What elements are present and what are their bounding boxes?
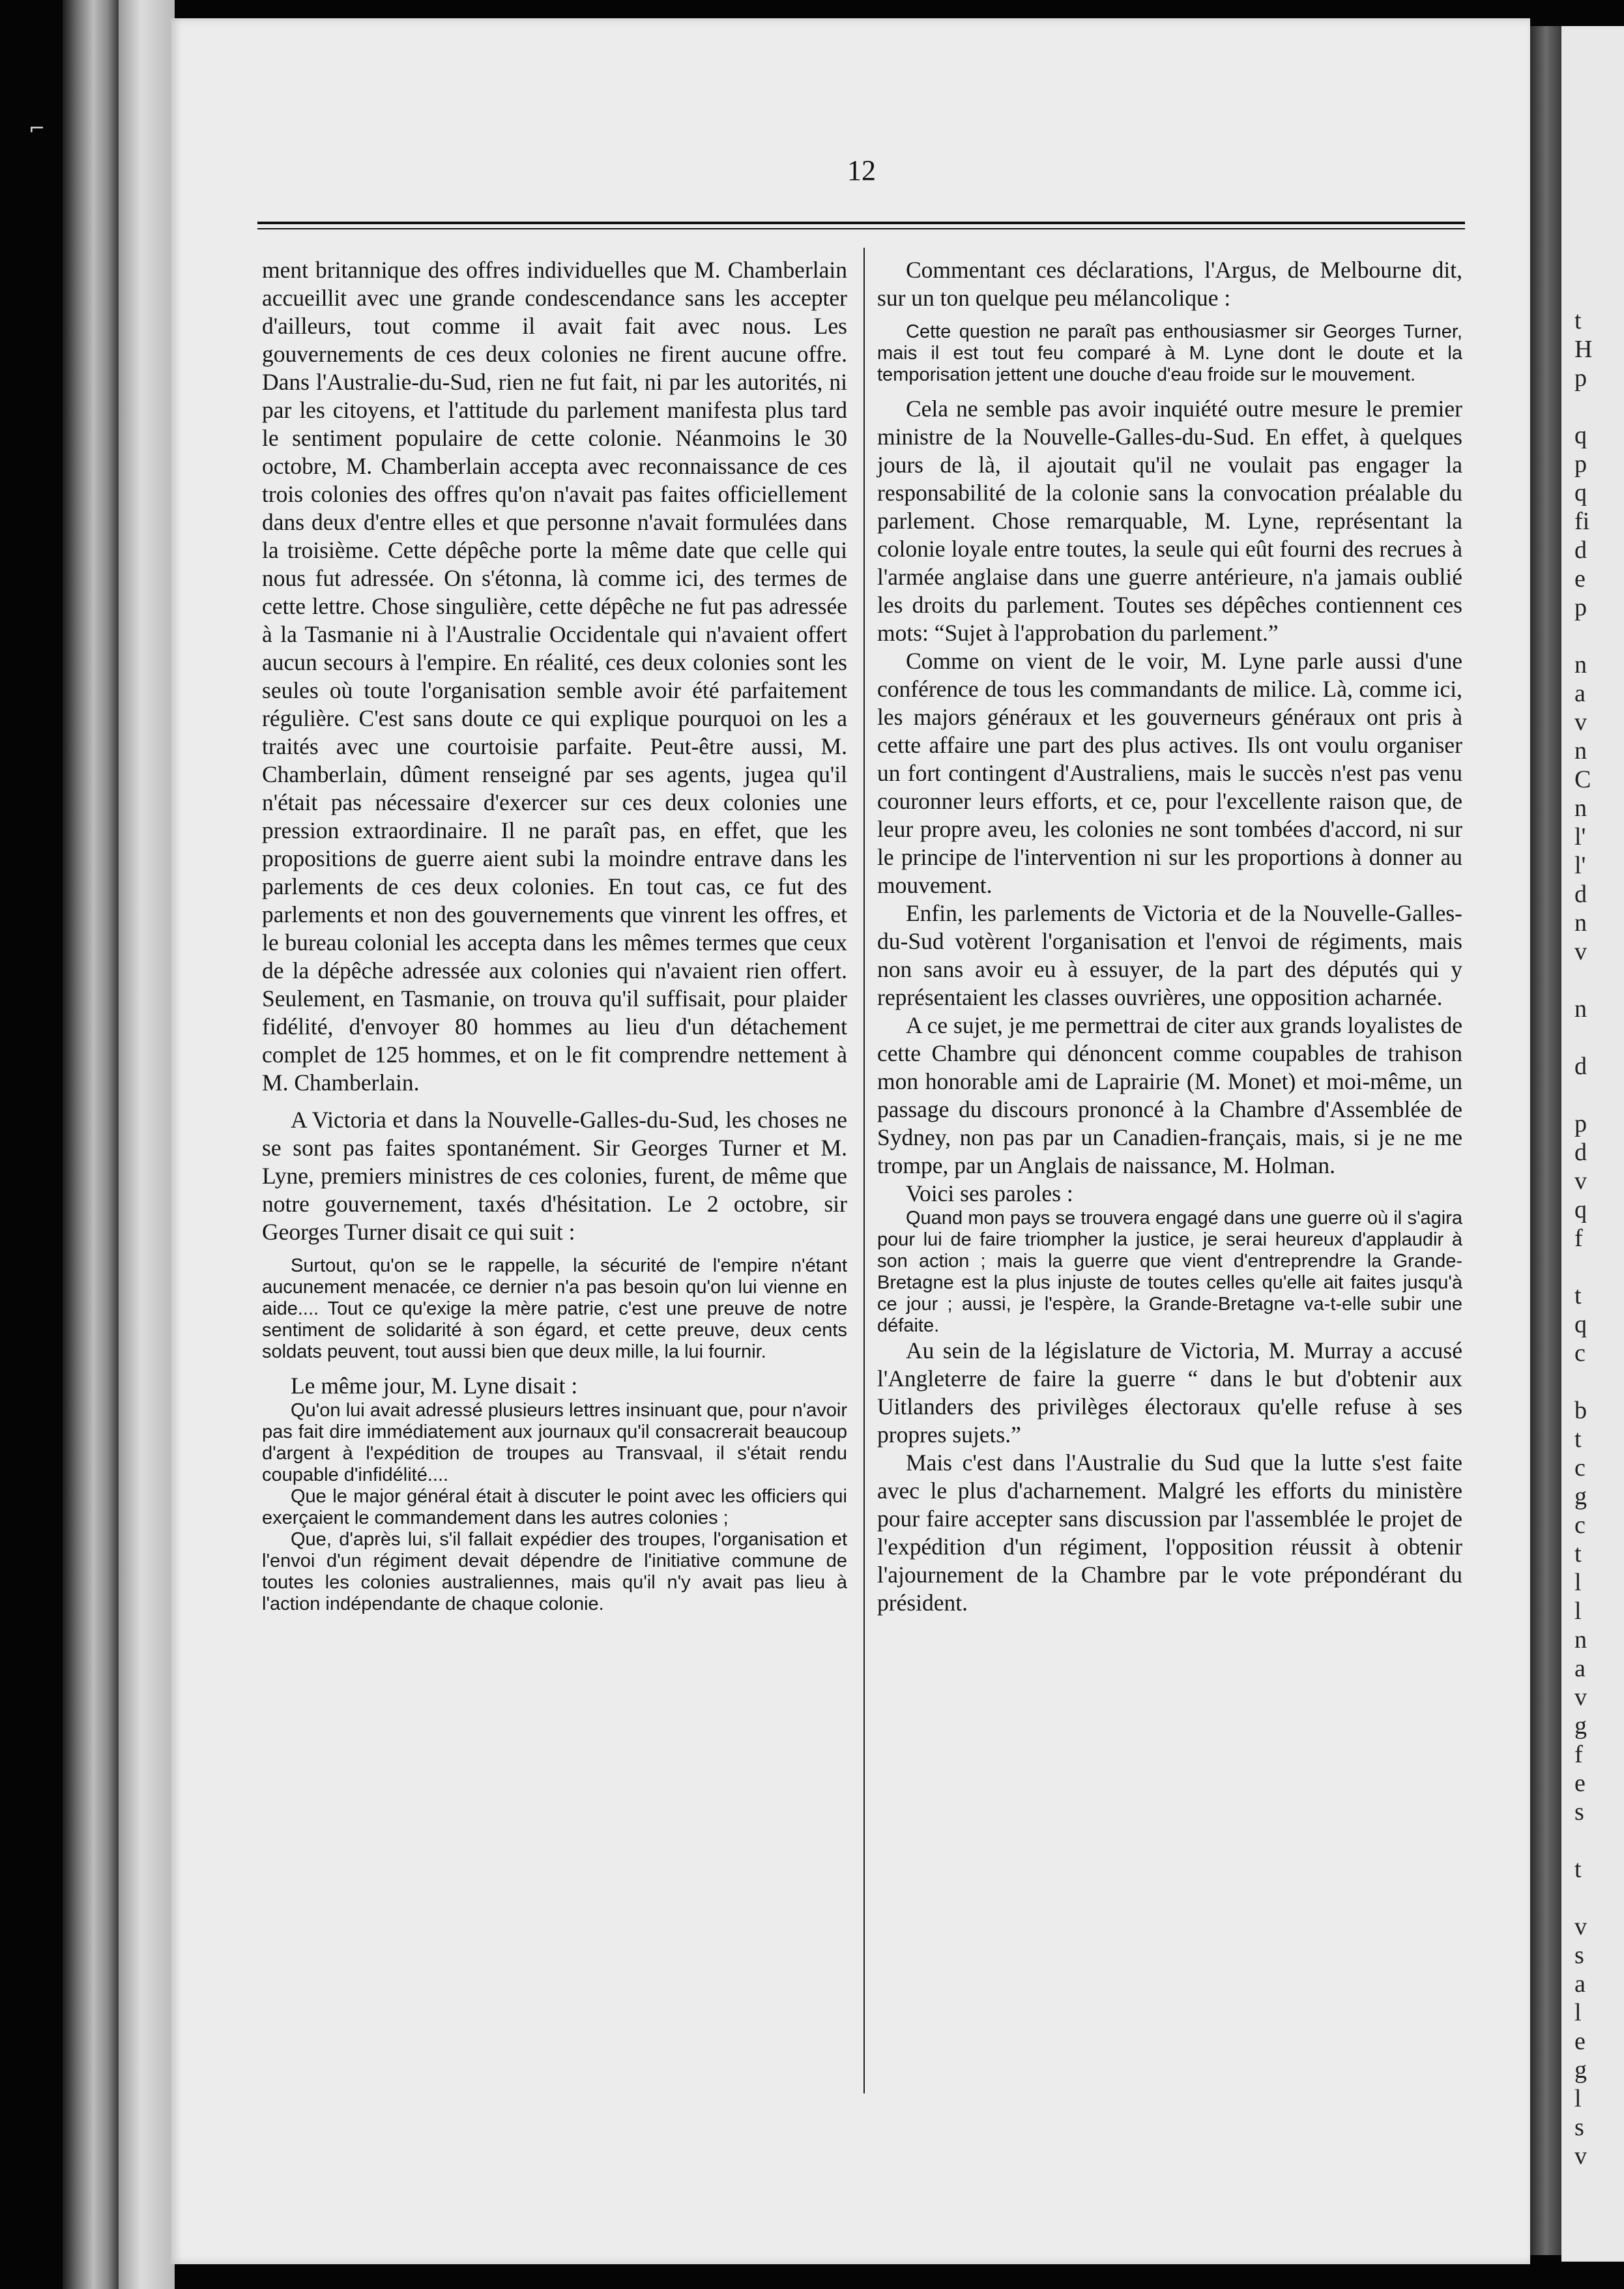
paragraph: Au sein de la législature de Victoria, M. Murray a accusé l'Angleterre de faire la guerre “ dans le but d'obtenir aux Uitlanders des privilèges électoraux qu'elle refuse à ses propres sujets.” [877, 1337, 1462, 1448]
quotation: Que, d'après lui, s'il fallait expédier des troupes, l'organisation et l'envoi d'un régiment devait dépendre de l'initiative commune de toutes les colonies australiennes, mais qu'il n'y avait pas lieu à l'action indépendante de chaque colonie. [262, 1529, 847, 1614]
paragraph: Cela ne semble pas avoir inquiété outre mesure le premier ministre de la Nouvelle-Galles-du-Sud. En effet, à quelques jours de là, il ajoutait qu'il ne voulait pas engager la responsabilité de la colonie sans la convocation préalable du parlement. Chose remarquable, M. Lyne, représentant la colonie loyale entre toutes, la seule qui eût fourni des recrues à l'armée anglaise dans une guerre antérieure, n'a jamais oublié les droits du parlement. Toutes ses dépêches contiennent ces mots: “Sujet à l'approbation du parlement.” [877, 396, 1462, 646]
header-rule-thin [257, 228, 1465, 229]
paragraph: Comme on vient de le voir, M. Lyne parle aussi d'une conférence de tous les commandants de milice. Là, comme ici, les majors généraux et les gouverneurs généraux ont pris à cette affaire une part des plus actives. Ils ont voulu organiser un fort contingent d'Australiens, mais le succès n'est pas venu couronner leurs efforts, et ce, pour l'excellente raison que, de leur propre aveu, les colonies ne sont tombées d'accord, ni sur le principe de l'intervention ni sur les proportions à donner au mouvement. [877, 648, 1462, 898]
adjacent-page-text: t H p q p q fi d e p n a v n C n l' l' d n v n d p d v q f t q c b t c g c t l l n a v g f e s t v s a l e g l s v [1574, 307, 1593, 2170]
page-number: 12 [847, 154, 876, 186]
book-binding-edge [63, 0, 119, 2289]
book-binding-fold [119, 0, 175, 2289]
paragraph: Le même jour, M. Lyne disait : [291, 1373, 578, 1399]
paragraph: Commentant ces déclarations, l'Argus, de Melbourne dit, sur un ton quelque peu mélancolique : [877, 257, 1462, 311]
paragraph: A Victoria et dans la Nouvelle-Galles-du-Sud, les choses ne se sont pas faites spontanément. Sir Georges Turner et M. Lyne, premiers ministres de ces colonies, furent, de même que notre gouvernement, taxés d'hésitation. Le 2 octobre, sir Georges Turner disait ce qui suit : [262, 1107, 847, 1245]
scan-artifact-mark: ⌐ [29, 117, 46, 140]
quotation: Que le major général était à discuter le point avec les officiers qui exerçaient le commandement dans les autres colonies ; [262, 1486, 847, 1528]
column-divider [863, 248, 865, 2093]
adjacent-page-edge [1561, 26, 1624, 2262]
page-gutter-shadow [1530, 26, 1561, 2255]
quotation: Qu'on lui avait adressé plusieurs lettres insinuant que, pour n'avoir pas fait dire immédiatement aux journaux qu'il consacrerait beaucoup d'argent à l'expédition de troupes au Transvaal, il s'était rendu coupable d'infidélité.... [262, 1400, 847, 1485]
left-column [262, 256, 847, 1615]
header-rule-thick [257, 222, 1465, 224]
paragraph: ment britannique des offres individuelles que M. Chamberlain accueillit avec une grande condescendance sans les accepter d'ailleurs, tout comme il avait fait avec nous. Les gouvernements de ces deux colonies ne firent aucune offre. Dans l'Australie-du-Sud, rien ne fut fait, ni par les autorités, ni par les citoyens, et l'attitude du parlement manifesta plus tard le sentiment populaire de cette colonie. Néanmoins le 30 octobre, M. Chamberlain accepta avec reconnaissance de ces trois colonies des offres qu'on n'avait pas faites officiellement dans deux d'entre elles et que personne n'avait formulées dans la troisième. Cette dépêche porte la même date que celle qui nous fut adressée. On s'étonna, là comme ici, des termes de cette lettre. Chose singulière, cette dépêche ne fut pas adressée à la Tasmanie ni à l'Australie Occidentale qui n'avaient offert aucun secours à l'empire. En réalité, ces deux colonies sont les seules où toute l'organisation semble avoir été parfaitement régulière. C'est sans doute ce qui explique pourquoi on les a traités avec une courtoisie parfaite. Peut-être aussi, M. Chamberlain, dûment renseigné par ses agents, jugea qu'il n'était pas nécessaire d'exercer sur ces deux colonies une pression extraordinaire. Il ne paraît pas, en effet, que les propositions de guerre aient subi la moindre entrave dans les parlements de ces deux colonies. En tout cas, ce fut des parlements et non des gouvernements que vinrent les offres, et le bureau colonial les accepta dans les mêmes termes que ceux de la dépêche adressée aux colonies qui n'avaient rien offert. Seulement, en Tasmanie, on trouva qu'il suffisait, pour plaider fidélité, d'envoyer 80 hommes au lieu d'un détachement complet de 125 hommes, et on le fit comprendre nettement à M. Chamberlain. [262, 257, 847, 1096]
quotation: Surtout, qu'on se le rappelle, la sécurité de l'empire n'étant aucunement menacée, ce dernier n'a pas besoin qu'on lui vienne en aide.... Tout ce qu'exige la mère patrie, c'est une preuve de notre sentiment de solidarité à son égard, et cette preuve, deux cents soldats peuvent, tout aussi bien que deux mille, la lui fournir. [262, 1255, 847, 1362]
quotation: Cette question ne paraît pas enthousiasmer sir Georges Turner, mais il est tout feu comparé à M. Lyne dont le doute et la temporisation jettent une douche d'eau froide sur le mouvement. [877, 321, 1462, 385]
paragraph: Voici ses paroles : [906, 1180, 1073, 1206]
paragraph: Mais c'est dans l'Australie du Sud que la lutte s'est faite avec le plus d'acharnement. Malgré les efforts du ministère pour faire accepter sans discussion par l'assemblée le projet de l'expédition d'un régiment, l'opposition réussit à obtenir l'ajournement de la Chambre par le vote prépondérant du président. [877, 1450, 1462, 1616]
paragraph: Enfin, les parlements de Victoria et de la Nouvelle-Galles-du-Sud votèrent l'organisation et l'envoi de régiments, mais non sans avoir eu à essuyer, de la part des députés qui y représentaient les classes ouvrières, une opposition acharnée. [877, 900, 1462, 1010]
quotation: Quand mon pays se trouvera engagé dans une guerre où il s'agira pour lui de faire triompher la justice, je serai heureux d'applaudir à son action ; mais la guerre que vient d'entreprendre la Grande-Bretagne est la plus injuste de toutes celles qu'elle ait faites jusqu'à ce jour ; aussi, je l'espère, la Grande-Bretagne va-t-elle subir une défaite. [877, 1208, 1462, 1336]
right-column [877, 256, 1462, 1617]
paragraph: A ce sujet, je me permettrai de citer aux grands loyalistes de cette Chambre qui dénoncent comme coupables de trahison mon honorable ami de Laprairie (M. Monet) et moi-même, un passage du discours prononcé à la Chambre d'Assemblée de Sydney, non pas par un Canadien-français, mais, si je ne me trompe, par un Anglais de naissance, M. Holman. [877, 1012, 1462, 1178]
